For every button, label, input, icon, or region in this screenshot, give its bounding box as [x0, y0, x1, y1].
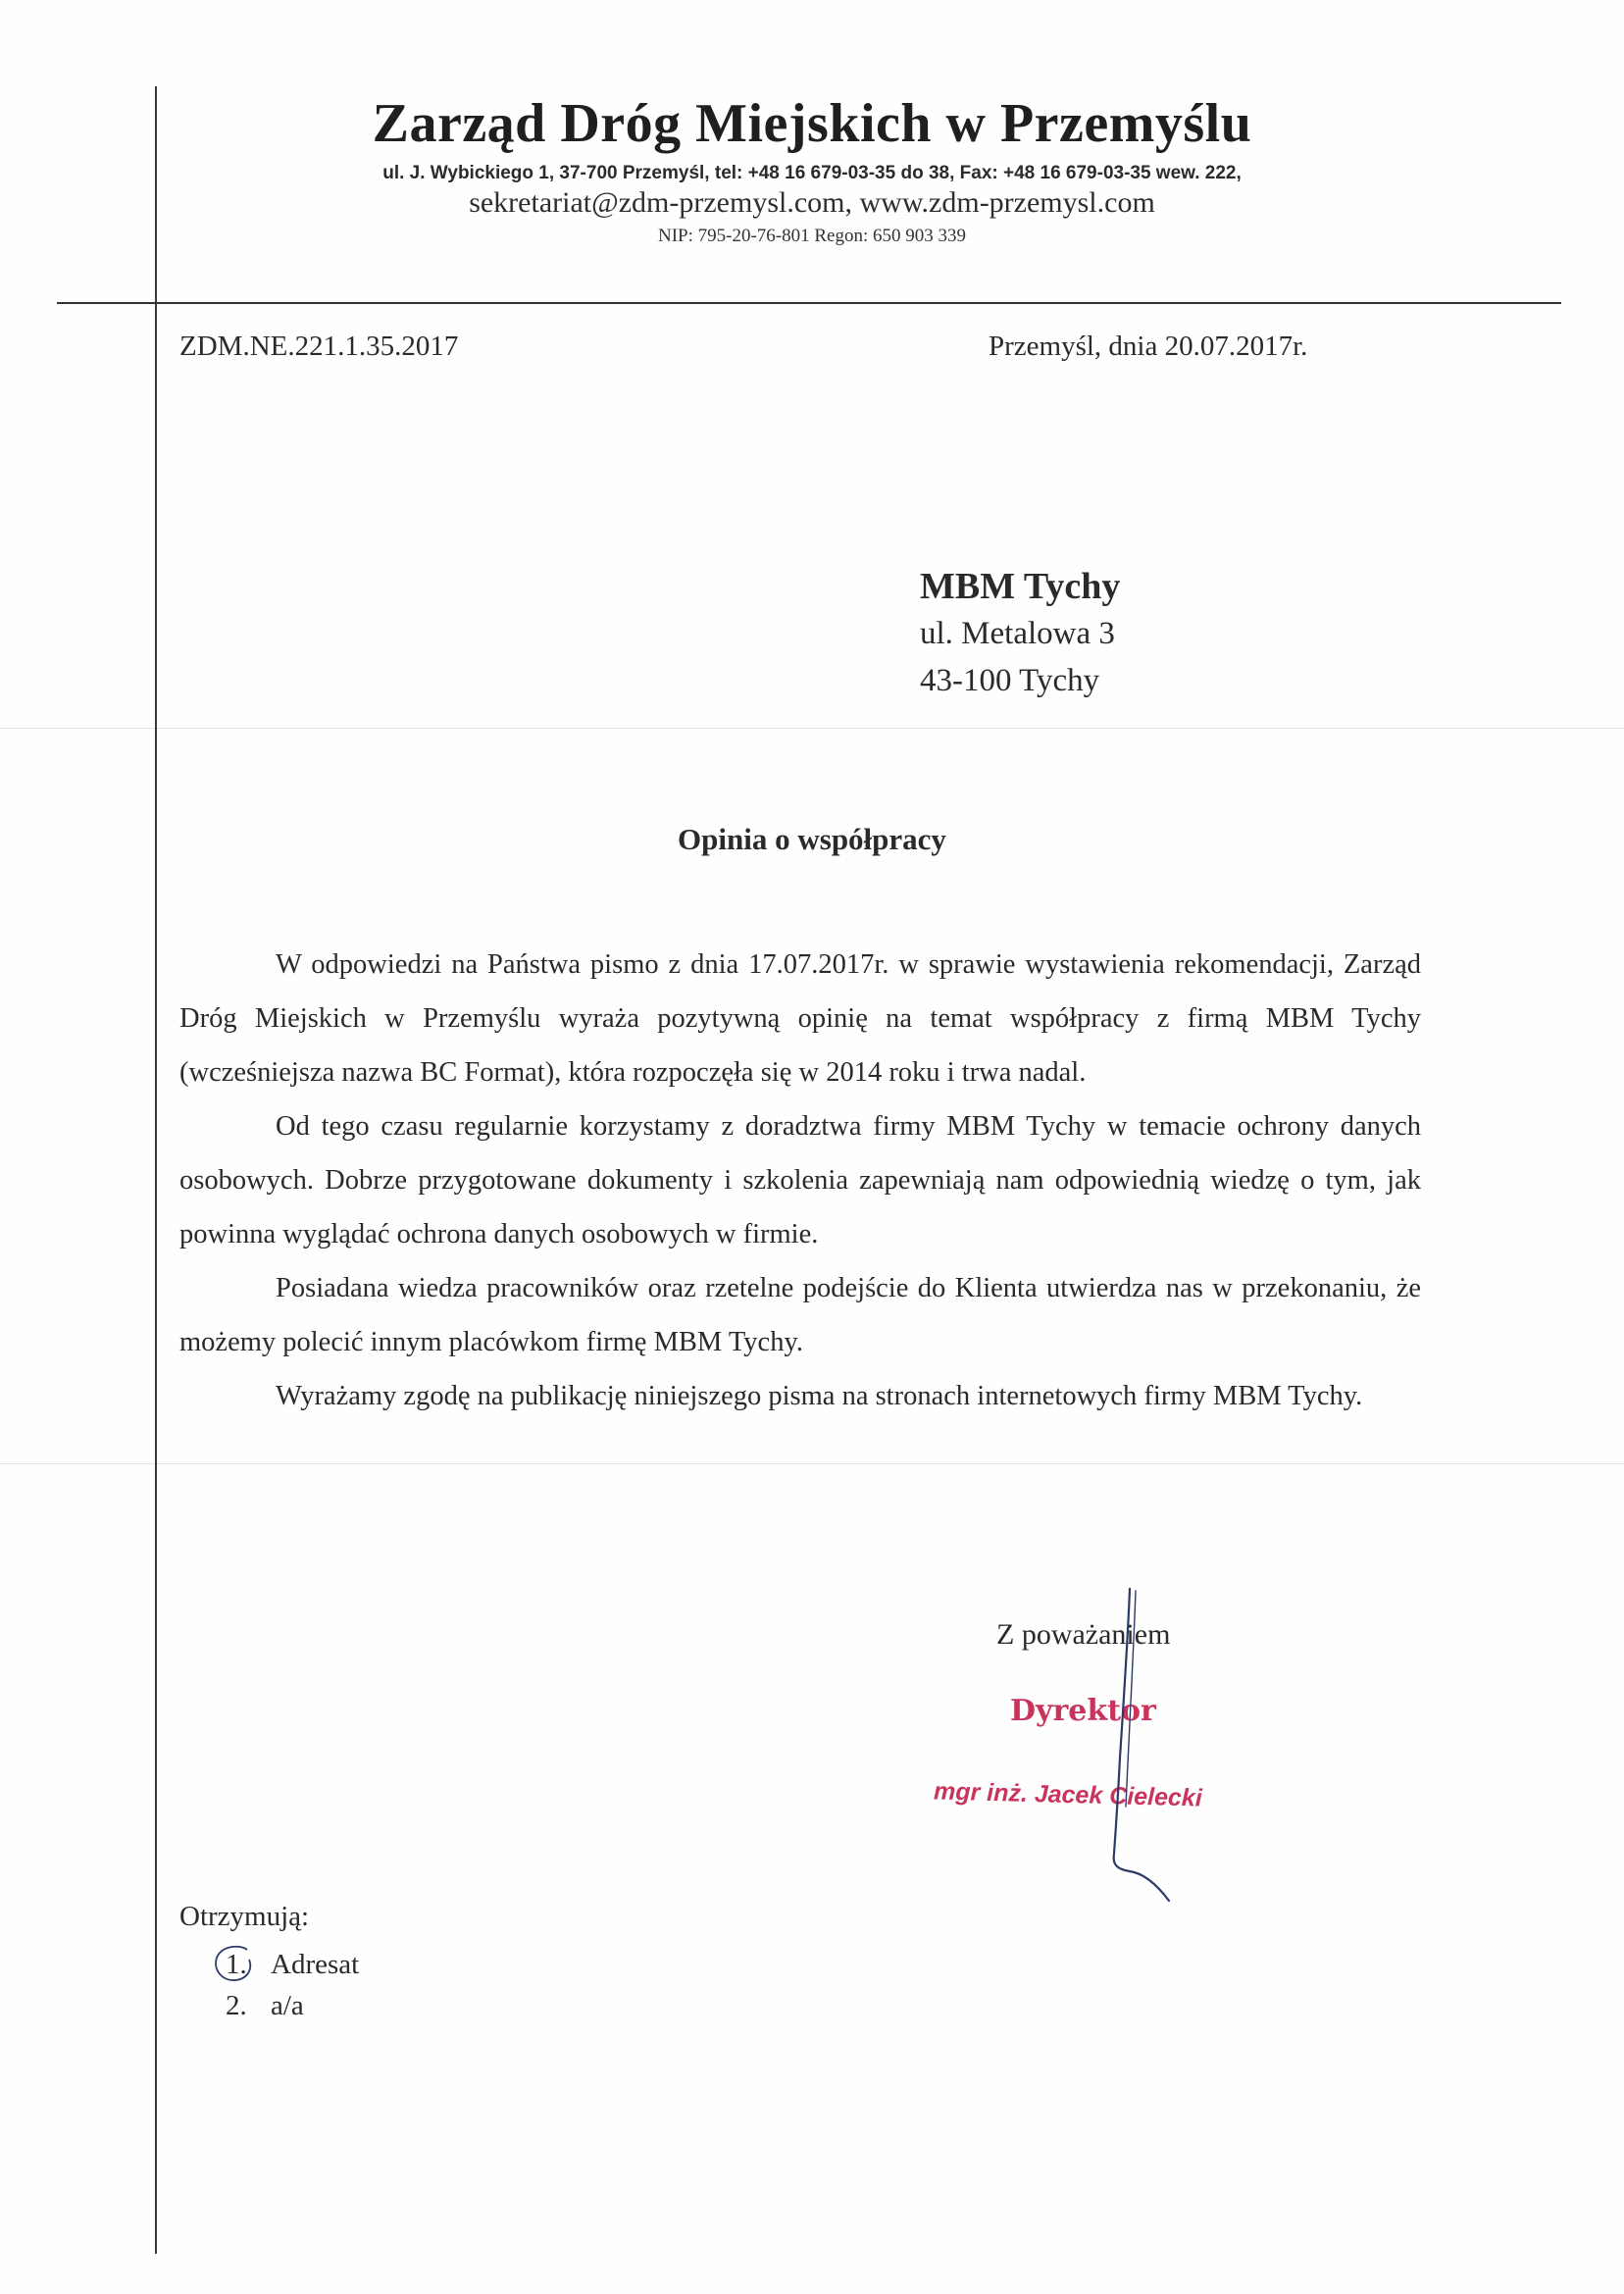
letterhead-title: Zarząd Dróg Miejskich w Przemyślu — [372, 93, 1252, 154]
paper-fold — [0, 1463, 1624, 1464]
list-item-number: 2. — [226, 1990, 247, 2021]
recipients-label: Otrzymują: — [179, 1901, 310, 1932]
body-paragraph: W odpowiedzi na Państwa pismo z dnia 17.07.2017r. w sprawie wystawienia rekomendacji, Zarząd Dróg Miejskich w Przemyślu wyraża pozytywną opinię na temat współpracy z firmą MBM Tychy (wcześniejsza nazwa BC Format), która rozpoczęła się w 2014 roku i trwa nadal. — [179, 949, 1421, 1088]
list-item — [226, 1944, 359, 1985]
list-item-text: a/a — [271, 1990, 304, 2021]
recipient-street: ul. Metalowa 3 — [920, 616, 1115, 651]
recipient-city: 43-100 Tychy — [920, 663, 1100, 698]
handwritten-signature — [1059, 1581, 1196, 1905]
body-paragraph: Posiadana wiedza pracowników oraz rzetelne podejście do Klienta utwierdza nas w przekonaniu, że możemy polecić innym placówkom firmę MBM Tychy. — [179, 1273, 1421, 1357]
letterhead-address: ul. J. Wybickiego 1, 37-700 Przemyśl, tel: +48 16 679-03-35 do 38, Fax: +48 16 679-03-35 wew. 222, — [382, 163, 1242, 183]
margin-line — [155, 86, 157, 2254]
letter-date: Przemyśl, dnia 20.07.2017r. — [989, 331, 1308, 362]
header-divider — [57, 302, 1561, 304]
body-paragraph: Wyrażamy zgodę na publikację niniejszego pisma na stronach internetowych firmy MBM Tychy. — [276, 1381, 1363, 1411]
list-item-text: Adresat — [271, 1949, 360, 1980]
list-item-number: 1. — [226, 1949, 247, 1980]
body-paragraph: Od tego czasu regularnie korzystamy z doradztwa firmy MBM Tychy w temacie ochrony danych osobowych. Dobrze przygotowane dokumenty i szkolenia zapewniają nam odpowiednią wiedzę o tym, jak powinna wyglądać ochrona danych osobowych w firmie. — [179, 1111, 1421, 1249]
circled-mark-icon — [212, 1942, 257, 1985]
paper-fold — [0, 728, 1624, 729]
recipient-address — [920, 563, 1120, 704]
recipient-name: MBM Tychy — [920, 566, 1121, 607]
letterhead-ids: NIP: 795-20-76-801 Regon: 650 903 339 — [657, 226, 966, 246]
closing-phrase: Z poważaniem — [996, 1618, 1171, 1651]
reference-number: ZDM.NE.221.1.35.2017 — [179, 331, 459, 362]
letterhead-contact: sekretariat@zdm-przemysl.com, www.zdm-przemysl.com — [469, 186, 1155, 219]
list-item — [226, 1985, 359, 2026]
recipients-list — [226, 1944, 359, 2026]
letter-subject: Opinia o współpracy — [678, 822, 946, 856]
stamp-name: mgr inż. Jacek Cielecki — [933, 1777, 1203, 1812]
letter-body — [179, 938, 1421, 1423]
stamp-title: Dyrektor — [1010, 1694, 1156, 1728]
